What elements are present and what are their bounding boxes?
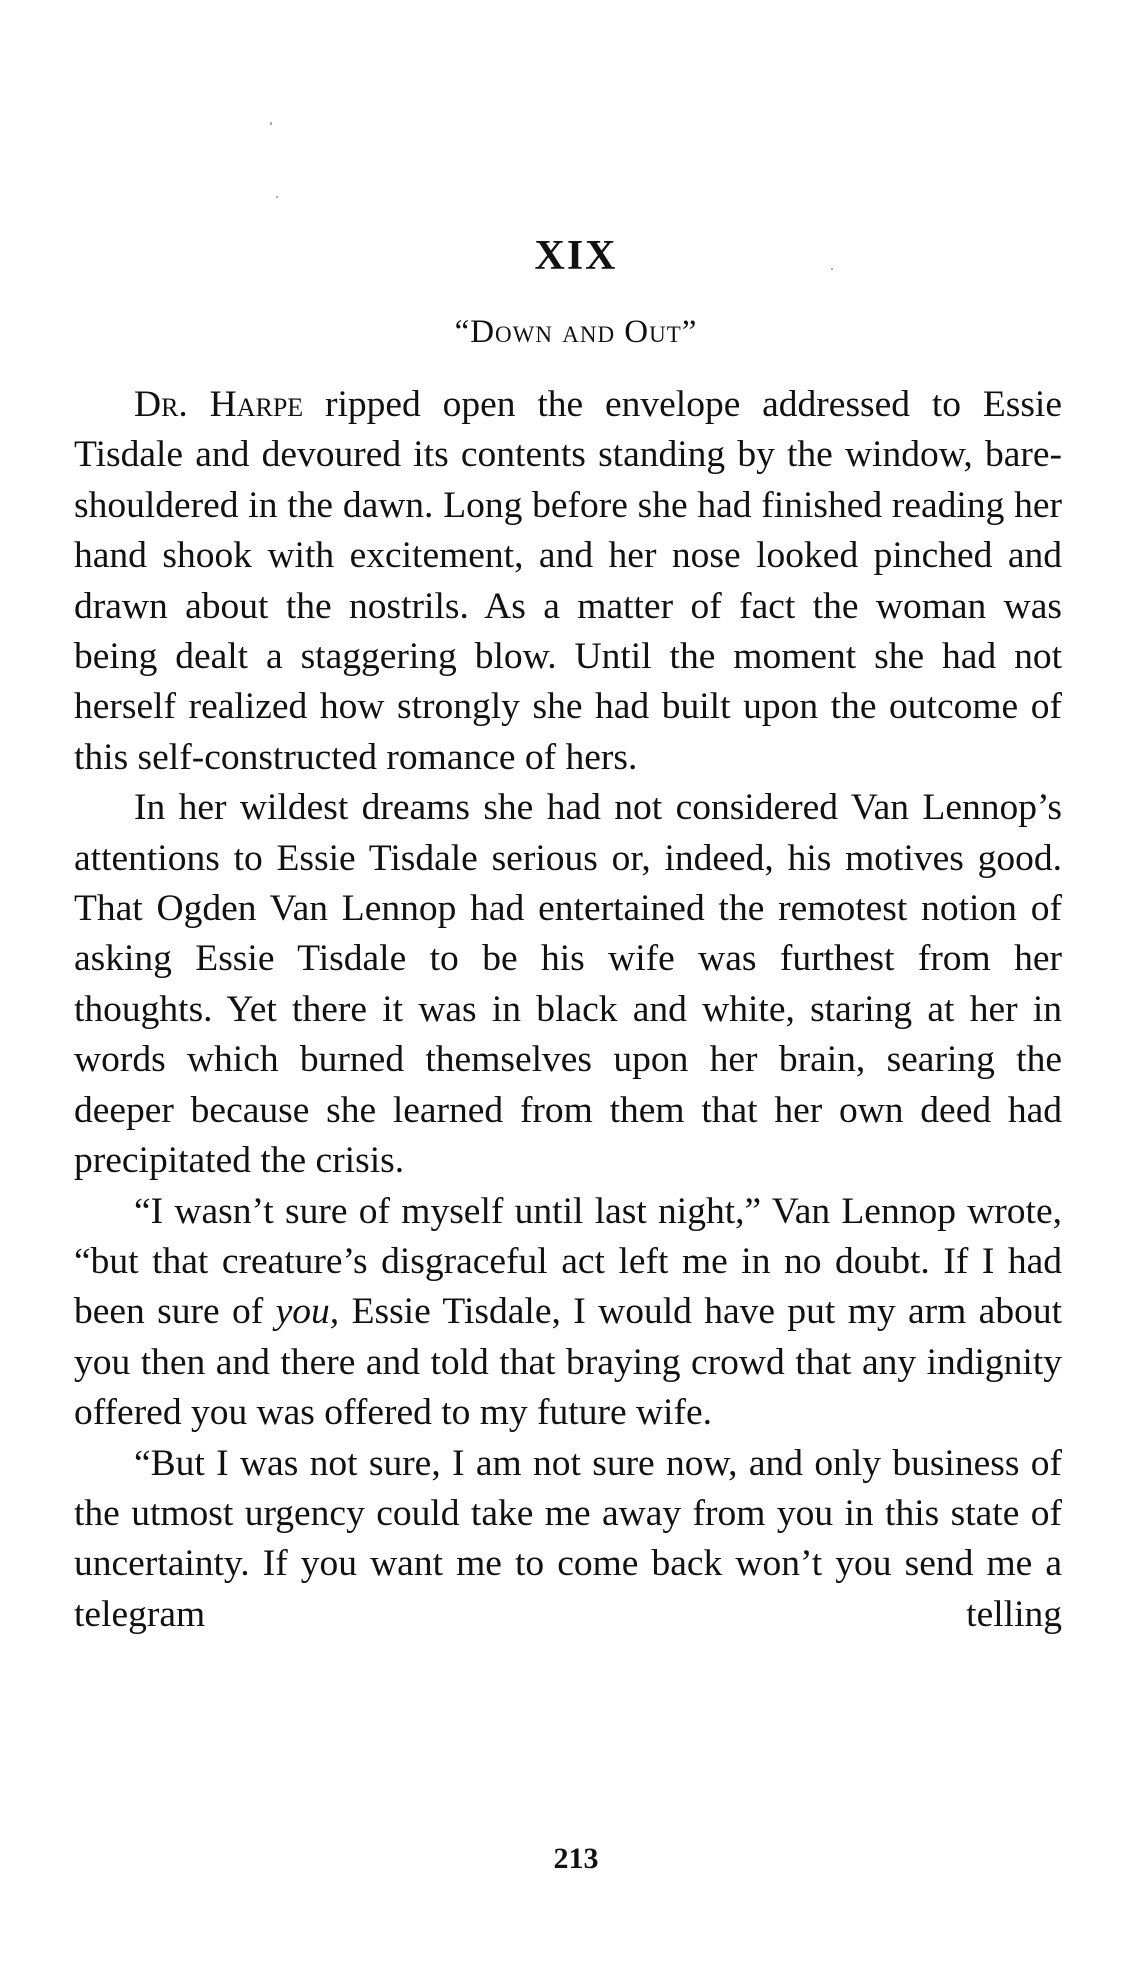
paragraph-text: In her wildest dreams she had not considered Van Lennop’s attentions to Essie Tisdale serious or, indeed, his motives good. That Ogden Van Lennop had entertained the remotest notion of asking Essie Tisdale to be his wife was furthest from her thoughts. Yet there it was in black and white, staring at her in words which burned themselves upon her brain, searing the deeper because she learned from them that her own deed had precipitated the crisis. bbox=[74, 787, 1062, 1182]
paragraph-lead-name: Dr. Harpe bbox=[134, 384, 304, 425]
paragraph bbox=[74, 380, 1062, 783]
body-text bbox=[74, 380, 1062, 1640]
paragraph-text: ripped open the envelope addressed to Essie Tisdale and devoured its contents standing by the window, bare-shouldered in the dawn. Long before she had finished reading her hand shook with excitement, and her nose looked pinched and drawn about the nostrils. As a matter of fact the woman was being dealt a staggering blow. Until the moment she had not herself realized how strongly she had built upon the outcome of this self-constructed romance of hers. bbox=[74, 384, 1062, 778]
paragraph-text: “I wasn’t sure of myself until last night,” Van Lennop wrote, “but that creature’s disgraceful act left me in no doubt. If I had been sure of bbox=[74, 1190, 1062, 1333]
paragraph bbox=[74, 1439, 1062, 1641]
chapter-number: XIX bbox=[534, 233, 618, 279]
paper-speck bbox=[276, 196, 278, 198]
paragraph bbox=[74, 783, 1062, 1186]
chapter-title: “Down and Out” bbox=[454, 314, 698, 350]
emphasized-word: you, bbox=[275, 1291, 340, 1333]
page-number: 213 bbox=[553, 1842, 599, 1875]
paragraph bbox=[74, 1187, 1062, 1439]
paragraph-text-continued: Essie Tisdale, I would have put my arm about you then and there and told that braying crowd that any indignity offered you was offered to my future wife. bbox=[74, 1291, 1062, 1434]
paragraph-text: “But I was not sure, I am not sure now, and only business of the utmost urgency could take me away from you in this state of uncertainty. If you want me to come back won’t you send me a telegram telling bbox=[74, 1442, 1062, 1635]
paper-speck bbox=[270, 122, 272, 125]
